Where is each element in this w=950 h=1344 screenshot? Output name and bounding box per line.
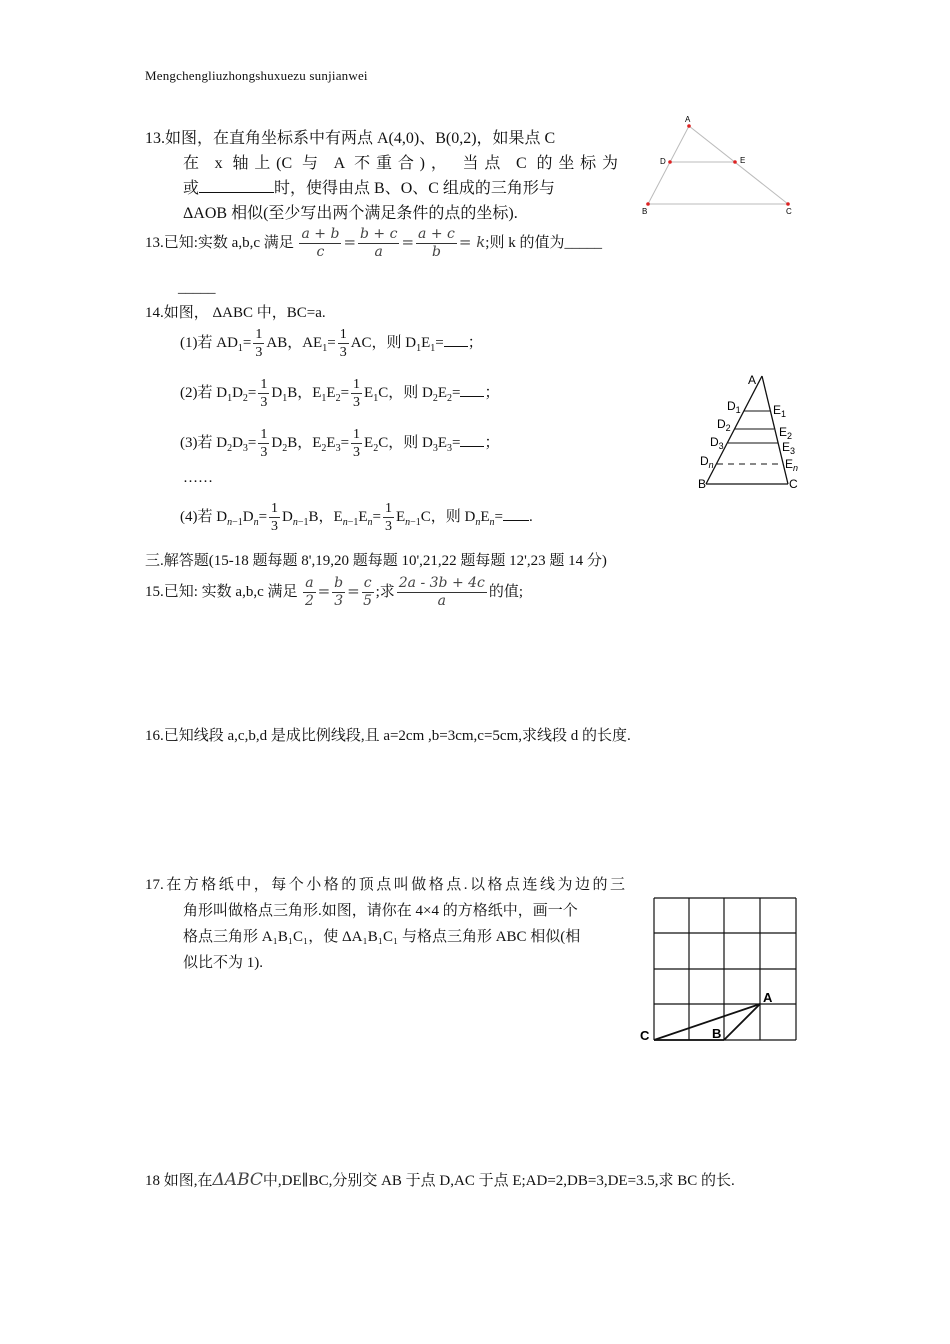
q13a-line4: ΔAOB 相似(至少写出两个满足条件的点的坐标). bbox=[183, 205, 518, 222]
q14-title: 14.如图， ΔABC 中，BC=a. bbox=[145, 305, 326, 321]
q16-text: 16.已知线段 a,c,b,d 是成比例线段,且 a=2cm ,b=3cm,c=5cm,求线段 d 的长度. bbox=[145, 728, 631, 744]
q14-row3: (3)若 $D_2D_3=$ $\frac{1}{3}$ $D_2B$，$E_2E_3=$ $\frac{1}{3}$ $E_2C$，则 $D_3E_3=$ ； bbox=[180, 427, 500, 460]
fig3-label-a: A bbox=[763, 990, 773, 1005]
q14-ellipsis: …… bbox=[183, 470, 213, 486]
fig1-label-c: C bbox=[786, 207, 792, 216]
fig2-label-e3: $E_3$ bbox=[782, 440, 796, 456]
fig3-label-c: C bbox=[640, 1028, 650, 1043]
answer-blank[interactable] bbox=[460, 432, 484, 447]
grid-triangle-figure bbox=[636, 892, 806, 1047]
q14-row4: (4)若 $D_{n-1}D_n=$ $\frac{1}{3}$ $D_{n-1}B$，$E_{n-1}E_n=$ $\frac{1}{3}$ $E_{n-1}C$，则 $D_nE_n=$ . bbox=[180, 501, 533, 534]
q14-row2: (2)若 $D_1D_2=$ $\frac{1}{3}$ $D_1B$，$E_1E_2=$ $\frac{1}{3}$ $E_1C$，则 $D_2E_2=$ ； bbox=[180, 377, 500, 410]
answer-blank[interactable] bbox=[444, 332, 468, 347]
fig2-label-d2: $D_2$ bbox=[717, 417, 731, 433]
fig2-label-d1: $D_1$ bbox=[727, 399, 741, 415]
fig2-label-c: C bbox=[789, 477, 798, 491]
trapezoid-sequence-figure bbox=[696, 370, 806, 492]
q17-line2: 角形叫做格点三角形.如图，请你在 4×4 的方格纸中，画一个 bbox=[183, 903, 578, 919]
fig2-label-e2: $E_2$ bbox=[779, 425, 793, 441]
fig2-label-en: $E_n$ bbox=[785, 457, 799, 473]
fig2-label-e1: $E_1$ bbox=[773, 403, 787, 419]
answer-blank[interactable] bbox=[199, 178, 274, 193]
q18-text: 18 如图,在ΔABC中,DE∥BC,分别交 AB 于点 D,AC 于点 E;AD=2,DB=3,DE=3.5,求 BC 的长. bbox=[145, 1170, 735, 1190]
q15-line: 15.已知: 实数 a,b,c 满足 $\frac{a}{2}$ = $\frac{b}{3}$ = $\frac{c}{5}$ ;求 $\frac{2a - 3b + 4c}{a}$ 的值; bbox=[145, 575, 524, 609]
q13a-line2: 在 x 轴上(C 与 A 不重合)， 当点 C 的坐标为 bbox=[183, 155, 618, 172]
q17-line1: 17.在方格纸中，每个小格的顶点叫做格点.以格点连线为边的三 bbox=[145, 877, 625, 893]
q13a-line3: 或 时，使得由点 B、O、C 组成的三角形与 bbox=[183, 180, 555, 197]
fig1-label-d: D bbox=[660, 157, 666, 166]
fig2-label-a: A bbox=[748, 373, 757, 387]
answer-blank[interactable] bbox=[503, 506, 529, 521]
fig3-label-b: B bbox=[712, 1026, 722, 1041]
q17-line3: 格点三角形 A₁B₁C₁，使 ΔA₁B₁C₁ 与格点三角形 ABC 相似(相 bbox=[183, 929, 581, 945]
fig2-label-dn: $D_n$ bbox=[700, 454, 714, 470]
triangle-figure-ade bbox=[636, 112, 806, 220]
fig1-label-a: A bbox=[685, 115, 691, 124]
q17-line4: 似比不为 1). bbox=[183, 955, 263, 971]
page-header: Mengchengliuzhongshuxuezu sunjianwei bbox=[145, 68, 368, 83]
q13a-line1: 13.如图，在直角坐标系中有两点 A(4,0)、B(0,2)，如果点 C bbox=[145, 130, 556, 147]
q13b-continuation: _____ bbox=[178, 280, 216, 296]
q14-row1: (1)若 $AD_1=$ $\frac{1}{3}$ AB，$AE_1=$ $\frac{1}{3}$ AC，则 $D_1E_1=$ ； bbox=[180, 327, 483, 360]
fig1-label-b: B bbox=[642, 207, 648, 216]
fig1-label-e: E bbox=[740, 156, 746, 165]
fig2-label-d3: $D_3$ bbox=[710, 435, 724, 451]
q13b-line: 13.已知:实数 a,b,c 满足 $\frac{a + b}{c}$ = $\frac{b + c}{a}$ = $\frac{a + c}{b}$ = k;则 k 的值为_____ bbox=[145, 226, 602, 260]
answer-blank[interactable] bbox=[460, 382, 484, 397]
section-3-heading: 三.解答题(15-18 题每题 8',19,20 题每题 10',21,22 题每题 12',23 题 14 分) bbox=[145, 553, 607, 569]
fig2-label-b: B bbox=[698, 477, 707, 491]
